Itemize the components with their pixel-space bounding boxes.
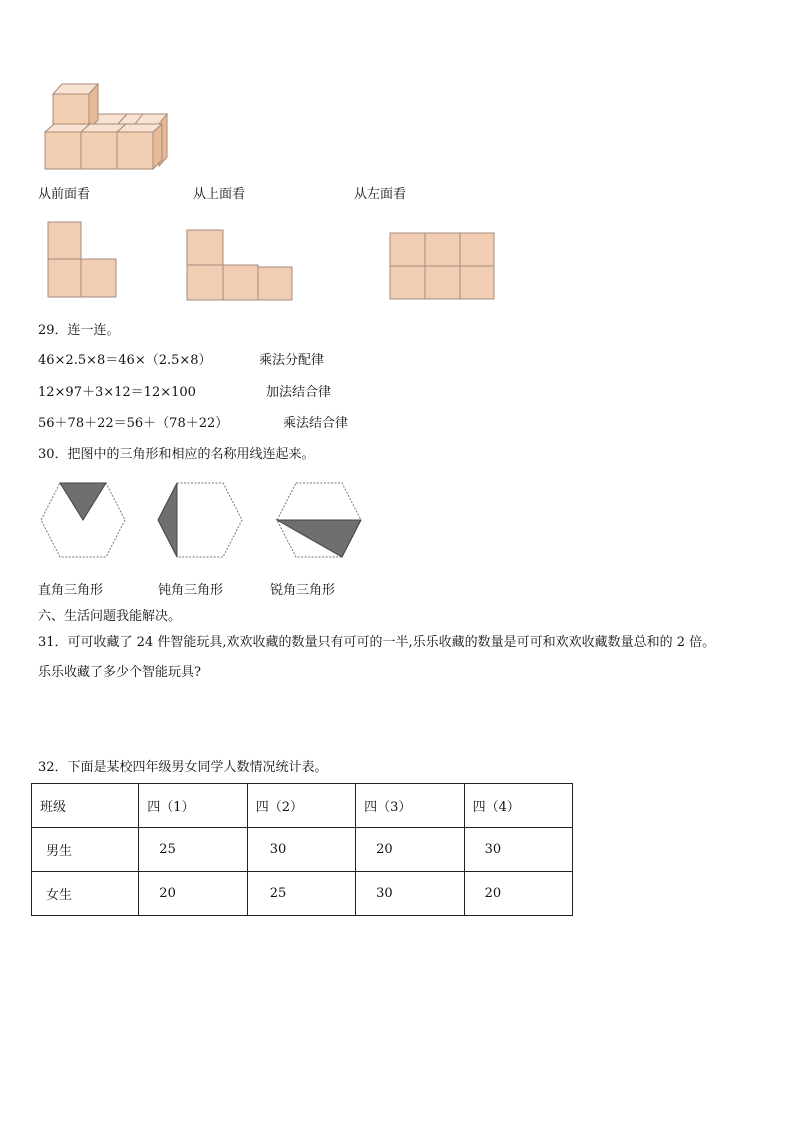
triangle-name-right: 直角三角形 — [38, 583, 104, 598]
row-label: 男生 — [46, 844, 73, 859]
q31-text-line-1: 31．可可收藏了 24 件智能玩具,欢欢收藏的数量只有可可的一半,乐乐收藏的数量是可可和欢欢收藏数量总和的 2 倍。 — [38, 635, 716, 650]
q31-text-line-2: 乐乐收藏了多少个智能玩具? — [38, 665, 201, 680]
view-label-left: 从左面看 — [354, 187, 407, 202]
table-cell: 20 — [159, 886, 176, 901]
view-label-front: 从前面看 — [38, 187, 91, 202]
table-cell: 30 — [269, 842, 287, 857]
q29-title: 29．连一连。 — [38, 323, 120, 338]
table-cell: 25 — [269, 886, 287, 901]
table-row — [32, 828, 573, 872]
table-row — [32, 872, 573, 916]
table-cell: 30 — [376, 886, 393, 901]
q30-title: 30．把图中的三角形和相应的名称用线连起来。 — [38, 447, 315, 462]
triangle-name-acute: 锐角三角形 — [270, 583, 336, 598]
row-label: 女生 — [46, 888, 73, 903]
q29-law-2: 加法结合律 — [266, 385, 332, 400]
stats-table — [31, 783, 573, 916]
table-cell: 20 — [376, 842, 393, 857]
table-cell: 30 — [484, 842, 502, 857]
hexagon-triangle-1 — [38, 480, 128, 560]
top-view-shape — [186, 229, 296, 303]
header-cell: 班级 — [40, 800, 67, 815]
hexagon-triangle-2 — [155, 480, 245, 560]
view-label-top: 从上面看 — [193, 187, 246, 202]
header-cell: 四（3） — [364, 800, 412, 815]
q32-title: 32．下面是某校四年级男女同学人数情况统计表。 — [38, 760, 328, 775]
table-header-row — [32, 784, 573, 828]
q29-equation-3: 56＋78＋22＝56＋（78＋22） — [38, 416, 229, 431]
q29-law-1: 乘法分配律 — [259, 353, 325, 368]
q29-equation-1: 46×2.5×8＝46×（2.5×8） — [38, 353, 212, 368]
triangle-name-obtuse: 钝角三角形 — [158, 583, 224, 598]
table-cell: 20 — [484, 886, 502, 901]
section-6-heading: 六、生活问题我能解决。 — [38, 609, 182, 624]
header-cell: 四（1） — [147, 800, 195, 815]
header-cell: 四（2） — [255, 800, 303, 815]
hexagon-triangle-3 — [274, 480, 364, 560]
left-view-shape — [389, 232, 497, 302]
q29-law-3: 乘法结合律 — [283, 416, 349, 431]
front-view-shape — [47, 221, 119, 301]
cube-figure-3d — [40, 80, 175, 175]
table-cell: 25 — [159, 842, 176, 857]
q29-equation-2: 12×97＋3×12＝12×100 — [38, 385, 196, 400]
header-cell: 四（4） — [472, 800, 520, 815]
